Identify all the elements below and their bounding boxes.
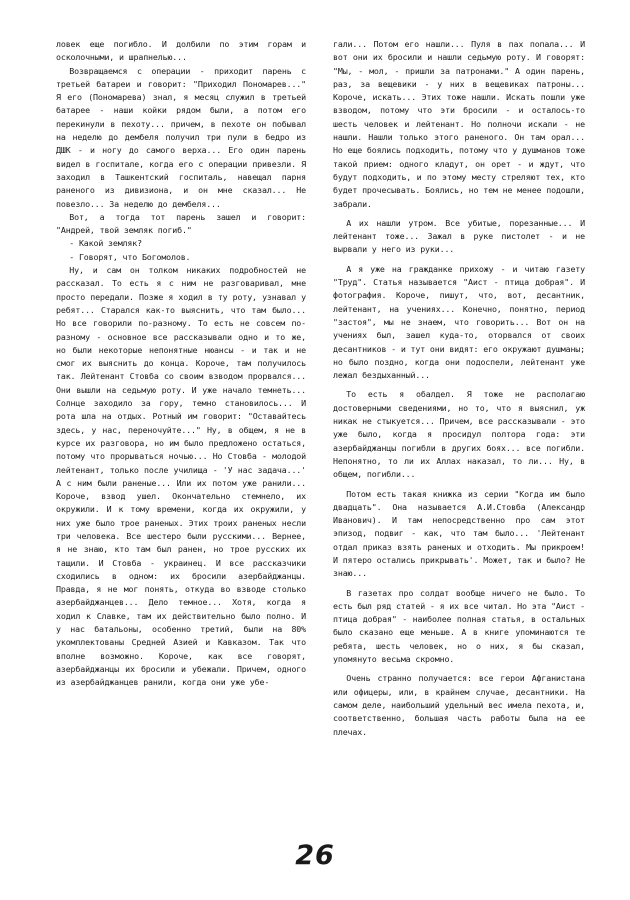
right-text-column [333,38,585,739]
paragraph: Возвращаемся с операции - приходит парень с третьей батареи и говорит: "Приходил Пономарев..." Я его (Пономарева) знал, я месяц служил в третьей батарее - наши койки рядом были, а потом его перекинули в пехоту... причем, в пехоте он побывал на неделю до дембеля получил три пули в бедро из ДШК - и ногу до самого верха... Его один парень видел в госпитале, когда его с операции привезли. Я заходил в Ташкентский госпиталь, навещал парня раненого из дивизиона, и он мне сказал... Не повезло... За неделю до дембеля... [56,65,306,209]
paragraph: В газетах про солдат вообще ничего не было. То есть был ряд статей - я их все читал. Но эта "Аист - птица добрая" - наиболее полная статья, в остальных было сказано еще меньше. А в книге упоминаются те ребята, шесть человек, но о них, я бы сказал, упомянуто весьма скромно. [333,587,585,665]
page-number: 26 [295,840,335,871]
paragraph: гали... Потом его нашли... Пуля в пах попала... И вот они их бросили и нашли седьмую роту. И говорят: "Мы, - мол, - пришли за патронами." А один парень, раз, за вещевики - у них в вещевиках патроны... Короче, искать... Этих тоже нашли. Искать пошли уже взводом, потому что эти бросили - и осталось-то шесть человек и лейтенант. Но полночи искали - не нашли. Нашли только этого раненого. Он там орал... Но еще боялись подходить, потому что у душманов тоже такой прием: одного кладут, он орет - и ждут, что будут подходить, и по этому месту стреляют тех, кто будет прочесывать. Боялись, но тем не менее подошли, забрали. [333,39,585,209]
paragraph: ловек еще погибло. И долбили по этим горам и осколочными, и шрапнелью... [56,39,306,63]
paragraph: То есть я обалдел. Я тоже не располагаю достоверными сведениями, но то, что я выяснил, уж никак не стыкуется... Причем, все рассказывали - это уже было, когда я просидул полтора года: эти азербайджанцы погибли в других боях... все погибли. Непонятно, то ли их Аллах наказал, то ли... Ну, в общем, погибли... [333,389,585,480]
paragraph: А их нашли утром. Все убитые, порезанные... И лейтенант тоже... Зажал в руке пистолет - и не вырвали у него из руки... [333,217,585,255]
dialogue-line: - Какой земляк? [69,238,142,249]
paragraph: Ну, и сам он толком никаких подробностей не рассказал. То есть я с ним не разговаривал, мне просто передали. Позже я ходил в ту роту, узнавал у ребят... Старался как-то выяснить, что там было... Но все говорили по-разному. То есть не совсем по-разному - основное все рассказывали одно и то же, но были некоторые непонятные нюансы - и так и не смог их выяснить до конца. Короче, там получилось так. Лейтенант Стовба со своим взводом прорвался... Они вышли на седьмую роту. И уже начало темнеть... Солнце заходило за гору, темно становилось... И рота шла на отдых. Ротный им говорит: "Оставайтесь здесь, у нас, переночуйте..." Ну, в общем, я не в курсе их разговора, но им было предложено остаться, потому что прорываться ночью... Но Стовба - молодой лейтенант, только после училища - 'У нас задача...' А с ним были раненые... Или их потом уже ранили... Короче, взвод ушел. Окончательно стемнело, их окружили. И к тому времени, когда их окружили, у них уже было трое раненых. Этих троих раненых несли три человека. Все шестеро были русскими... Вернее, я не знаю, кто там был ранен, но трое русских их тащили. И Стовба - украинец. И все рассказчики сходились в одном: их бросили азербайджанцы. Правда, я не мог понять, откуда во взводе столько азербайджанцев... Дело темное... Хотя, когда я ходил к Славке, там их действительно было полно. И у нас батальоны, особенно третий, были на 80% укомплектованы Средней Азией и Кавказом. Так что вполне возможно. Короче, как все говорят, азербайджанцы их бросили и убежали. Причем, одного из азербайджанцев ранили, когда они уже убе- [56,265,306,688]
paragraph: А я уже на гражданке прихожу - и читаю газету "Труд". Статья называется "Аист - птица добрая". И фотография. Короче, пишут, что, вот, десантник, лейтенант, на учениях... Конечно, понятно, период "застоя", мы не знаем, что говорить... Вот он на учениях был, зашел куда-то, оторвался от своих десантников - и тут они видят: его окружают душманы; но было поздно, когда они подоспели, лейтенант уже лежал бездыханный... [333,263,585,381]
dialogue-line: - Говорят, что Богомолов. [69,251,191,262]
paragraph: Потом есть такая книжка из серии "Когда им было двадцать". Она называется А.И.Стовба (Александр Иванович). И там непосредственно про сам этот эпизод, подвиг - как, что там было... 'Лейтенант отдал приказ взять раненых и отходить. Мы прикроем! И пятеро остались прикрывать'. Может, так и было? Не знаю... [333,488,585,579]
paragraph: Очень странно получается: все герои Афганистана или офицеры, или, в крайнем случае, десантники. На самом деле, наибольший удельный вес имела пехота, и, соответственно, большая часть работы была на ее плечах. [333,673,585,737]
paragraph: Вот, а тогда тот парень зашел и говорит: "Андрей, твой земляк погиб." [56,211,306,236]
left-text-column [56,38,306,690]
